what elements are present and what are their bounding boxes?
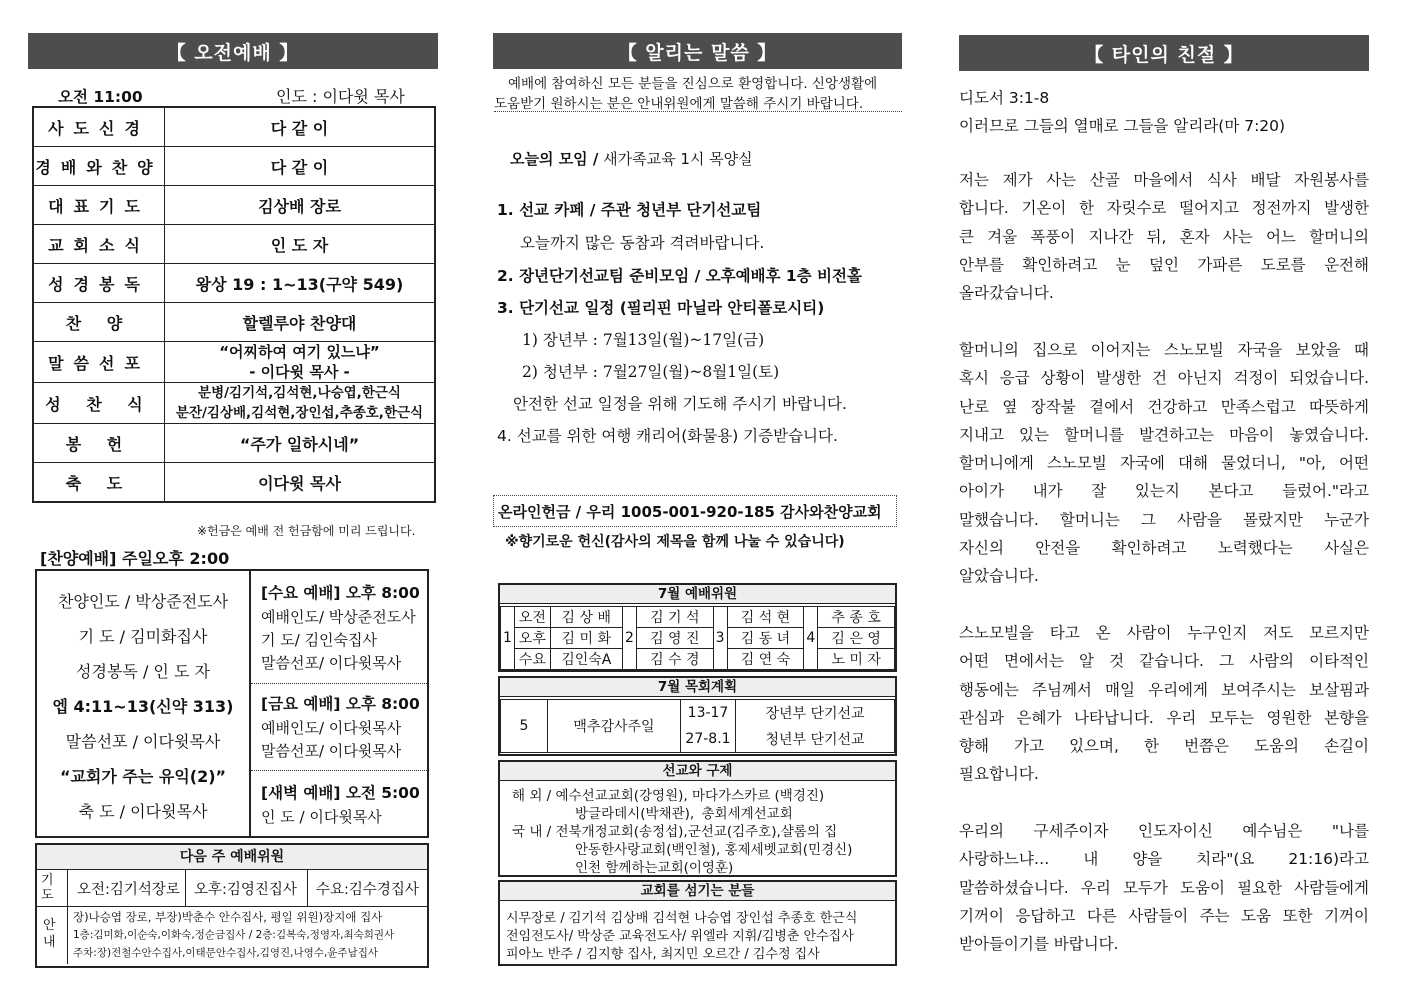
- text-line: 필요합니다.: [959, 765, 1039, 784]
- order-value: 이다윗 목사: [165, 463, 436, 503]
- table-row: [501, 649, 895, 670]
- july-plan-title: 7월 목회계획: [500, 678, 895, 697]
- welcome-line: 도움받기 원하시는 분은 안내위원에게 말씀해 주시기 바랍니다.: [494, 96, 864, 112]
- order-key: 대표기도: [33, 186, 165, 225]
- text-line: 지내고 있는 할머니를 발견하고는 마음이 놓였습니다.: [959, 425, 1369, 444]
- order-value: 인 도 자: [165, 225, 436, 264]
- servers-line: 피아노 반주 / 김지향 집사, 최지민 오르간 / 김수정 집사: [506, 947, 820, 962]
- week-number: 3: [713, 607, 727, 670]
- text-line: 난로 옆 장작불 곁에서 건강하고 만족스럽고 따뜻하게: [959, 397, 1369, 416]
- plan-item: 장년부 단기선교: [736, 700, 895, 727]
- text-line: 알았습니다.: [959, 567, 1039, 586]
- church-servers-box: [498, 880, 897, 966]
- next-week-title: 다음 주 예배위원: [37, 845, 427, 870]
- text-line: 사랑하느냐… 내 양을 치라"(요 21:16)라고: [959, 850, 1369, 869]
- member-name: 김 미 화: [550, 628, 622, 649]
- notice-item: 4. 선교를 위한 여행 캐리어(화물용) 기증받습니다.: [497, 427, 838, 445]
- servers-line: 전임전도사/ 박상준 교육전도사/ 위엘라 지휘/김병춘 안수집사: [506, 929, 854, 944]
- mission-line: 국 내 / 전북개정교회(송정섭),군선교(김주호),샬롬의 집: [512, 824, 838, 840]
- order-row: [33, 383, 435, 424]
- announcements-banner: 【 알리는 말씀 】: [493, 33, 902, 69]
- devotion-paragraph: [959, 619, 1369, 789]
- divider: [307, 870, 308, 906]
- praise-worship-box: [35, 569, 429, 838]
- online-offering: 온라인헌금 / 우리 1005-001-920-185 감사와찬양교회: [493, 495, 897, 527]
- order-row: [33, 303, 435, 342]
- july-plan-table: [500, 699, 895, 753]
- member-name: 추 종 호: [818, 607, 895, 628]
- text-line: 말했습니다. 할머니는 그 사람을 몰랐지만 누군가: [959, 510, 1369, 529]
- text-line: 아이가 내가 잘 있는지 본다고 들렀어."라고: [959, 482, 1369, 501]
- order-row: [33, 264, 435, 303]
- mission-line: 방글라데시(박채관), 총회세계선교회: [575, 806, 793, 822]
- plan-week: 5: [501, 700, 548, 753]
- friday-title: [금요 예배] 오후 8:00: [261, 695, 420, 713]
- mission-line: 인천 함께하는교회(이영훈): [575, 860, 734, 876]
- order-row: [33, 424, 435, 463]
- order-key: 성 찬 식: [33, 383, 165, 424]
- next-guide-row: [37, 907, 427, 964]
- member-name: 김 연 숙: [727, 649, 804, 670]
- member-name: 김 은 영: [818, 628, 895, 649]
- member-name: 김인숙A: [550, 649, 622, 670]
- order-row: [33, 463, 435, 503]
- order-value: [165, 383, 436, 424]
- worship-time: 오전 11:00: [58, 88, 143, 106]
- notice-item: 1) 장년부 : 7월13일(월)~17일(금): [522, 331, 765, 349]
- praise-item: 엡 4:11~13(신약 313): [52, 697, 234, 716]
- mission-line: 안동한사랑교회(백인철), 홍제세벳교회(민경신): [575, 842, 853, 858]
- divider: [67, 870, 68, 906]
- notice-item: 안전한 선교 일정을 위해 기도해 주시기 바랍니다.: [513, 395, 847, 413]
- order-value: “주가 일하시네”: [165, 424, 436, 463]
- worship-order-table: [32, 106, 436, 503]
- july-plan-box: [498, 676, 897, 756]
- praise-worship-list: [37, 571, 251, 836]
- praise-item: 축 도 / 이다윗목사: [78, 802, 208, 821]
- next-guide-line: 장)나승엽 장로, 부장)박춘수 안수집사, 평일 위원)장지애 집사: [73, 910, 383, 924]
- praise-item: 찬양인도 / 박상준전도사: [57, 592, 229, 611]
- member-name: 김 영 진: [636, 628, 713, 649]
- notice-item: 3. 단기선교 일정 (필리핀 마닐라 안티폴로시티): [497, 299, 825, 317]
- praise-item: “교회가 주는 유익(2)”: [59, 767, 227, 786]
- devotion-paragraph: [959, 336, 1369, 591]
- wednesday-line: 기 도/ 김인숙집사: [261, 631, 378, 649]
- friday-worship: [251, 692, 427, 763]
- order-key: 봉 헌: [33, 424, 165, 463]
- week-number: 2: [622, 607, 636, 670]
- text-line: 받아들이기를 바랍니다.: [959, 935, 1119, 954]
- next-prayer-row: [37, 870, 427, 907]
- wednesday-line: 예배인도/ 박상준전도사: [261, 608, 416, 626]
- next-guide-line: 주차:장)전철수안수집사,이태문안수집사,김영진,나영수,윤주남집사: [73, 947, 378, 959]
- notice-item: 2. 장년단기선교팀 준비모임 / 오후예배후 1층 비전홀: [497, 267, 862, 285]
- order-value: 할렐루야 찬양대: [165, 303, 436, 342]
- member-name: 김 수 경: [636, 649, 713, 670]
- text-line: 올라갔습니다.: [959, 284, 1054, 303]
- next-prayer-pm: 오후:김영진집사: [194, 882, 297, 898]
- member-name: 김 기 석: [636, 607, 713, 628]
- week-number: 1: [501, 607, 515, 670]
- text-line: 우리의 구세주이자 인도자이신 예수님은 "나를: [959, 822, 1369, 840]
- divider: [67, 907, 68, 964]
- order-key: 사도신경: [33, 107, 165, 147]
- member-name: 노 미 자: [818, 649, 895, 670]
- order-row: [33, 225, 435, 264]
- table-row: [501, 628, 895, 649]
- text-line: 말씀하셨습니다. 우리 모두가 도움이 필요한 사람들에게: [959, 878, 1369, 897]
- mission-box: [498, 760, 897, 877]
- order-key: 찬 양: [33, 303, 165, 342]
- praise-item: 기 도 / 김미화집사: [78, 627, 208, 646]
- servers-line: 시무장로 / 김기석 김상배 김석현 나승엽 장인섭 추종호 한근식: [506, 911, 858, 926]
- praise-worship-title: [찬양예배] 주일오후 2:00: [40, 546, 229, 570]
- plan-event: 맥추감사주일: [548, 700, 681, 753]
- text-line: 기꺼이 응답하고 다른 사람들이 주는 도움 또한 기꺼이: [959, 906, 1369, 925]
- july-committee-table: [500, 606, 895, 670]
- friday-line: 말씀선포/ 이다윗목사: [261, 742, 402, 760]
- next-week-committee: [35, 843, 429, 968]
- dawn-title: [새벽 예배] 오전 5:00: [261, 784, 420, 802]
- order-row: [33, 342, 435, 383]
- text-line: 합니다. 기온이 한 자릿수로 떨어지고 정전까지 발생한: [959, 199, 1369, 218]
- next-prayer-wed: 수요:김수경집사: [316, 882, 419, 898]
- notice-item: 2) 청년부 : 7월27일(월)~8월1일(토): [522, 363, 780, 381]
- memory-verse: 이러므로 그들의 열매로 그들을 알리라(마 7:20): [959, 117, 1286, 135]
- next-prayer-am: 오전:김기석장로: [77, 882, 180, 898]
- notice-item: 오늘까지 많은 동참과 격려바랍니다.: [520, 234, 765, 252]
- divider: [185, 870, 186, 906]
- next-guide-line: 1층:김미화,이순숙,이화숙,정순금집사 / 2층:김복숙,정영자,최숙희권사: [73, 929, 395, 941]
- service-label: 오후: [515, 628, 551, 649]
- praise-item: 말씀선포 / 이다윗목사: [65, 732, 221, 751]
- today-meeting: [510, 148, 753, 169]
- next-guide-label: 안내: [43, 918, 56, 950]
- text-line: 자신의 안전을 확인하려고 노력했다는 사실은: [959, 539, 1369, 558]
- order-value: 왕상 19 : 1~13(구약 549): [165, 264, 436, 303]
- july-committee-box: [498, 583, 897, 672]
- plan-date: 27-8.1: [681, 726, 736, 753]
- text-line: 행동에는 주님께서 매일 우리에게 보여주시는 보살핌과: [959, 680, 1369, 699]
- text-line: 할머니에게 스노모빌 자국에 대해 물었더니, "아, 어떤: [959, 454, 1369, 473]
- text-line: 할머니의 집으로 이어지는 스노모빌 자국을 보았을 때: [959, 341, 1369, 359]
- next-prayer-label: 기도: [41, 873, 54, 903]
- order-value: 김상배 장로: [165, 186, 436, 225]
- text-line: 안부를 확인하려고 눈 덮인 가파른 도로를 운전해: [959, 255, 1369, 274]
- divider: [251, 683, 427, 684]
- text-line: 큰 겨울 폭풍이 지나간 뒤, 혼자 사는 어느 할머니의: [959, 227, 1369, 246]
- plan-item: 청년부 단기선교: [736, 726, 895, 753]
- sermon-preacher: - 이다윗 목사 -: [249, 363, 350, 381]
- text-line: 스노모빌을 타고 온 사람이 누구인지 저도 모르지만: [959, 624, 1369, 642]
- divider: [251, 770, 427, 771]
- service-label: 오전: [515, 607, 551, 628]
- member-name: 김 동 녀: [727, 628, 804, 649]
- worship-leader: 인도 : 이다윗 목사: [276, 87, 405, 106]
- communion-bread: 분병/김기석,김석현,나승엽,한근식: [198, 385, 401, 401]
- member-name: 김 석 현: [727, 607, 804, 628]
- service-label: 수요: [515, 649, 551, 670]
- order-value: 다 같 이: [165, 107, 436, 147]
- order-key: 축 도: [33, 463, 165, 503]
- welcome-line: 예배에 참여하신 모든 분들을 진심으로 환영합니다. 신앙생활에: [508, 76, 878, 92]
- divider: [494, 111, 902, 112]
- offering-note: ※헌금은 예배 전 헌금함에 미리 드립니다.: [197, 524, 416, 538]
- text-line: 저는 제가 사는 산골 마을에서 식사 배달 자원봉사를: [959, 171, 1369, 189]
- church-servers-title: 교회를 섬기는 분들: [500, 882, 895, 901]
- communion-cup: 분잔/김상배,김석현,장인섭,추종호,한근식: [175, 405, 424, 421]
- order-row: [33, 107, 435, 147]
- kindness-banner: 【 타인의 친절 】: [959, 35, 1369, 71]
- mission-line: 해 외 / 예수선교교회(강영원), 마다가스카르 (백경진): [512, 788, 825, 804]
- order-row: [33, 186, 435, 225]
- notice-item: 1. 선교 카페 / 주관 청년부 단기선교팀: [497, 201, 762, 219]
- table-row: [501, 607, 895, 628]
- order-key: 말씀선포: [33, 342, 165, 383]
- wednesday-title: [수요 예배] 오후 8:00: [261, 584, 420, 602]
- dawn-worship: [251, 781, 427, 829]
- plan-date: 13-17: [681, 700, 736, 727]
- order-value: 다 같 이: [165, 147, 436, 186]
- member-name: 김 상 배: [550, 607, 622, 628]
- table-row: [501, 700, 895, 727]
- mission-title: 선교와 구제: [500, 762, 895, 781]
- order-key: 교회소식: [33, 225, 165, 264]
- text-line: 관심과 은혜가 나타납니다. 우리 모두는 영원한 본향을: [959, 708, 1369, 727]
- order-key: 성경봉독: [33, 264, 165, 303]
- praise-item: 성경봉독 / 인 도 자: [76, 662, 210, 681]
- july-committee-title: 7월 예배위원: [500, 585, 895, 604]
- sermon-title: “어찌하여 여기 있느냐”: [219, 343, 380, 361]
- devotion-paragraph: [959, 817, 1369, 958]
- today-meeting-label: 오늘의 모임 /: [510, 150, 599, 168]
- friday-line: 예배인도/ 이다윗목사: [261, 719, 402, 737]
- order-value: [165, 342, 436, 383]
- order-row: [33, 147, 435, 186]
- scripture-ref: 디도서 3:1-8: [959, 89, 1050, 107]
- text-line: 향해 가고 있으며, 한 번쯤은 도움의 손길이: [959, 737, 1369, 756]
- devotion-paragraph: [959, 166, 1369, 307]
- order-key: 경배와찬양: [33, 147, 165, 186]
- wednesday-line: 말씀선포/ 이다윗목사: [261, 654, 402, 672]
- today-meeting-text: 새가족교육 1시 목양실: [598, 150, 753, 168]
- week-number: 4: [804, 607, 818, 670]
- morning-worship-banner: 【 오전예배 】: [28, 33, 438, 69]
- online-offering-note: ※향기로운 헌신(감사의 제목을 함께 나눌 수 있습니다): [505, 534, 845, 550]
- text-line: 어떤 면에서는 알 것 같습니다. 그 사람의 이타적인: [959, 652, 1369, 671]
- text-line: 혹시 응급 상황이 발생한 건 아닌지 걱정이 되었습니다.: [959, 369, 1369, 388]
- wednesday-worship: [251, 581, 427, 675]
- dawn-line: 인 도 / 이다윗목사: [261, 808, 382, 826]
